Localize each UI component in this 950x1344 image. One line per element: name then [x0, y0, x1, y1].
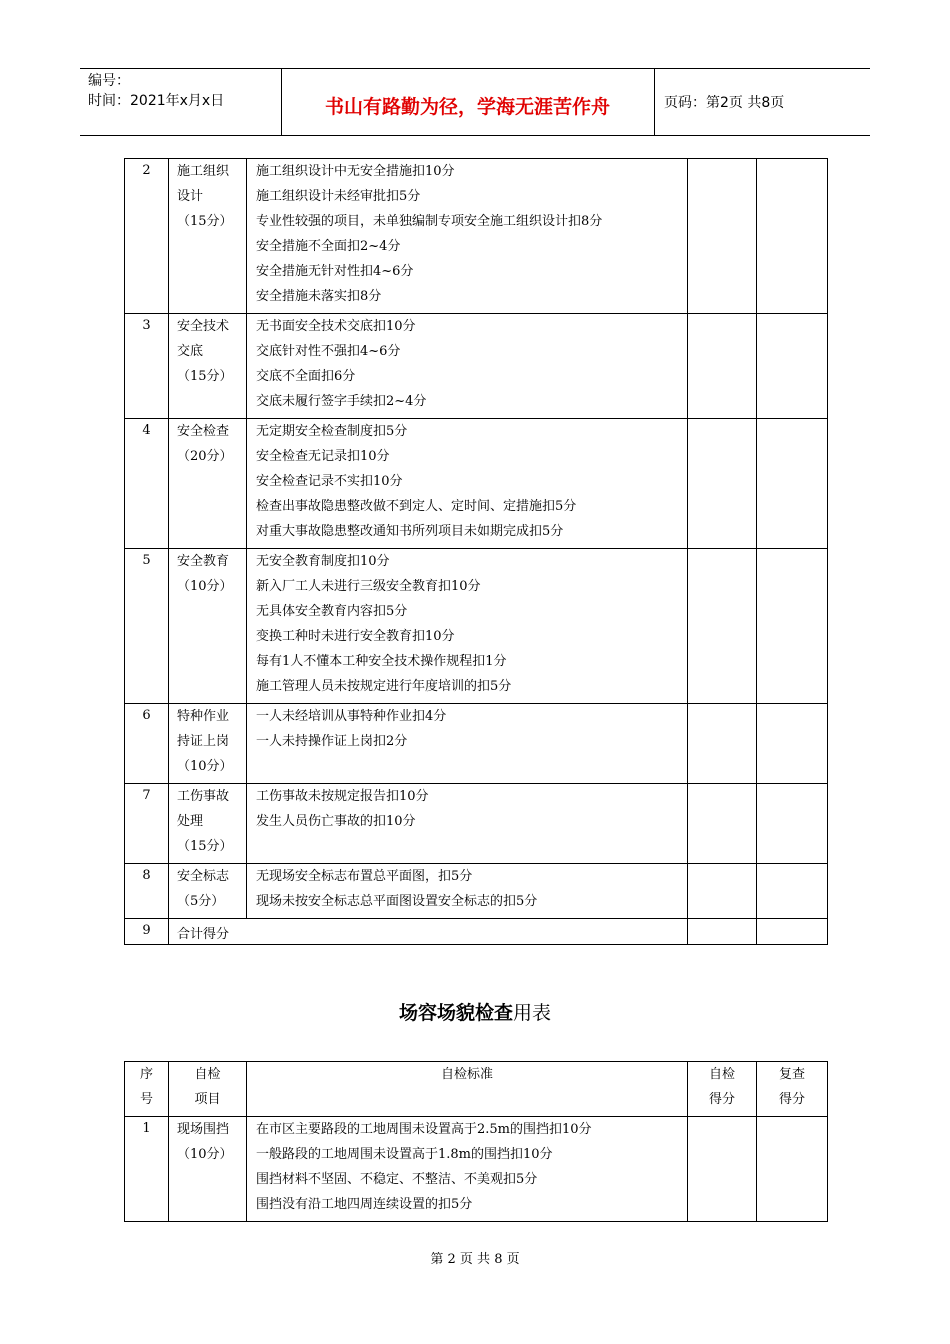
table-row: [125, 864, 828, 919]
section-title-rest: 用表: [513, 1002, 552, 1024]
cell-line: 处理: [177, 814, 204, 829]
row-item: [169, 864, 247, 919]
header-page-info: 页码：第2页 共8页: [664, 95, 785, 111]
row-standards: [247, 314, 688, 419]
self-score-cell: [688, 704, 757, 784]
cell-line: 安全措施不全面扣2~4分: [256, 239, 401, 254]
cell-line: 安全检查记录不实扣10分: [256, 474, 403, 489]
row-number: 1: [125, 1117, 169, 1222]
header-review-score: [757, 1062, 828, 1117]
row-item: [169, 784, 247, 864]
cell-line: （10分）: [177, 759, 233, 774]
cell-line: 新入厂工人未进行三级安全教育扣10分: [256, 579, 481, 594]
row-number: 4: [125, 419, 169, 549]
row-standards: [247, 159, 688, 314]
review-score-cell: [757, 919, 828, 945]
table-row: [125, 704, 828, 784]
review-score-cell: [757, 314, 828, 419]
row-item: [169, 1117, 247, 1222]
table-row: [125, 784, 828, 864]
cell-line: 一人未经培训从事特种作业扣4分: [256, 709, 447, 724]
row-item: [169, 419, 247, 549]
cell-line: 交底针对性不强扣4~6分: [256, 344, 401, 359]
cell-line: 一人未持操作证上岗扣2分: [256, 734, 408, 749]
cell-line: 复查: [778, 1067, 805, 1082]
header-motto: 书山有路勤为径，学海无涯苦作舟: [324, 96, 610, 118]
cell-line: （5分）: [177, 894, 225, 909]
cell-line: 持证上岗: [177, 734, 230, 749]
cell-line: （10分）: [177, 1147, 233, 1162]
cell-line: 围挡材料不坚固、不稳定、不整洁、不美观扣5分: [256, 1172, 538, 1187]
cell-line: 无安全教育制度扣10分: [256, 554, 390, 569]
self-score-cell: [688, 864, 757, 919]
page-footer: 第 2 页 共 8 页: [430, 1252, 520, 1267]
cell-line: 围挡没有沿工地四周连续设置的扣5分: [256, 1197, 473, 1212]
row-item: [169, 314, 247, 419]
self-score-cell: [688, 314, 757, 419]
cell-line: 无定期安全检查制度扣5分: [256, 424, 408, 439]
safety-inspection-table: [124, 158, 828, 945]
cell-line: 一般路段的工地周围未设置高于1.8m的围挡扣10分: [256, 1147, 553, 1162]
cell-line: （15分）: [177, 214, 233, 229]
header-row: [125, 1062, 828, 1117]
cell-line: 得分: [708, 1092, 735, 1107]
row-number: 7: [125, 784, 169, 864]
cell-line: 得分: [778, 1092, 805, 1107]
review-score-cell: [757, 1117, 828, 1222]
header-self-score: [688, 1062, 757, 1117]
self-score-cell: [688, 919, 757, 945]
row-item: [169, 704, 247, 784]
row-standards: [247, 704, 688, 784]
header-standard: [247, 1062, 688, 1117]
cell-line: （15分）: [177, 369, 233, 384]
header-item: [169, 1062, 247, 1117]
table-row: [125, 159, 828, 314]
self-score-cell: [688, 549, 757, 704]
cell-line: 号: [139, 1092, 153, 1107]
cell-line: 安全检查无记录扣10分: [256, 449, 390, 464]
row-standards: [247, 864, 688, 919]
cell-line: 安全措施无针对性扣4~6分: [256, 264, 414, 279]
cell-line: 自检标准: [440, 1067, 493, 1082]
total-row: [125, 919, 828, 945]
cell-line: 现场未按安全标志总平面图设置安全标志的扣5分: [256, 894, 538, 909]
cell-line: 工伤事故未按规定报告扣10分: [256, 789, 429, 804]
self-score-cell: [688, 159, 757, 314]
site-appearance-table: [124, 1061, 828, 1222]
cell-line: 安全检查: [177, 424, 230, 439]
cell-line: 无具体安全教育内容扣5分: [256, 604, 408, 619]
cell-line: 施工组织设计中无安全措施扣10分: [256, 164, 455, 179]
table-row: [125, 549, 828, 704]
review-score-cell: [757, 784, 828, 864]
review-score-cell: [757, 159, 828, 314]
row-standards: [247, 784, 688, 864]
cell-line: 项目: [194, 1092, 221, 1107]
review-score-cell: [757, 549, 828, 704]
cell-line: （10分）: [177, 579, 233, 594]
header-meta: [88, 71, 224, 111]
cell-line: 施工组织: [177, 164, 230, 179]
cell-line: 安全技术: [177, 319, 230, 334]
review-score-cell: [757, 864, 828, 919]
cell-line: 设计: [177, 189, 204, 204]
header-divider-right: [654, 68, 655, 136]
header-bottom-rule: [80, 135, 870, 136]
header-top-rule: [80, 68, 870, 69]
header-no: [125, 1062, 169, 1117]
cell-line: 交底未履行签字手续扣2~4分: [256, 394, 427, 409]
cell-line: 变换工种时未进行安全教育扣10分: [256, 629, 455, 644]
review-score-cell: [757, 419, 828, 549]
cell-line: 专业性较强的项目，未单独编制专项安全施工组织设计扣8分: [256, 214, 603, 229]
cell-line: 自检: [708, 1067, 735, 1082]
header-date: 时间：2021年x月x日: [88, 93, 225, 109]
cell-line: 在市区主要路段的工地周围未设置高于2.5m的围挡扣10分: [256, 1122, 592, 1137]
row-number: 2: [125, 159, 169, 314]
row-number: 3: [125, 314, 169, 419]
cell-line: 安全措施未落实扣8分: [256, 289, 382, 304]
self-score-cell: [688, 419, 757, 549]
self-score-cell: [688, 784, 757, 864]
cell-line: 对重大事故隐患整改通知书所列项目未如期完成扣5分: [256, 524, 564, 539]
total-number: 9: [125, 919, 169, 945]
cell-line: 施工管理人员未按规定进行年度培训的扣5分: [256, 679, 512, 694]
row-standards: [247, 549, 688, 704]
table-row: [125, 1117, 828, 1222]
cell-line: 工伤事故: [177, 789, 230, 804]
section-title: [0, 998, 950, 1025]
cell-line: 安全标志: [177, 869, 230, 884]
cell-line: 现场围挡: [177, 1122, 230, 1137]
table-row: [125, 314, 828, 419]
review-score-cell: [757, 704, 828, 784]
section-title-bold: 场容场貌检查: [398, 1002, 513, 1024]
cell-line: 交底: [177, 344, 204, 359]
cell-line: 无书面安全技术交底扣10分: [256, 319, 416, 334]
row-item: [169, 549, 247, 704]
row-number: 8: [125, 864, 169, 919]
cell-line: 自检: [194, 1067, 221, 1082]
cell-line: 发生人员伤亡事故的扣10分: [256, 814, 416, 829]
row-number: 5: [125, 549, 169, 704]
total-label: 合计得分: [169, 919, 688, 945]
cell-line: 序: [139, 1067, 153, 1082]
table-row: [125, 419, 828, 549]
row-standards: [247, 419, 688, 549]
cell-line: （15分）: [177, 839, 233, 854]
cell-line: 每有1人不懂本工种安全技术操作规程扣1分: [256, 654, 507, 669]
row-standards: [247, 1117, 688, 1222]
cell-line: 施工组织设计未经审批扣5分: [256, 189, 421, 204]
cell-line: 交底不全面扣6分: [256, 369, 356, 384]
header-number-label: 编号：: [88, 73, 130, 89]
cell-line: 检查出事故隐患整改做不到定人、定时间、定措施扣5分: [256, 499, 577, 514]
self-score-cell: [688, 1117, 757, 1222]
row-number: 6: [125, 704, 169, 784]
cell-line: 安全教育: [177, 554, 230, 569]
cell-line: 特种作业: [177, 709, 230, 724]
cell-line: （20分）: [177, 449, 233, 464]
row-item: [169, 159, 247, 314]
cell-line: 无现场安全标志布置总平面图，扣5分: [256, 869, 473, 884]
